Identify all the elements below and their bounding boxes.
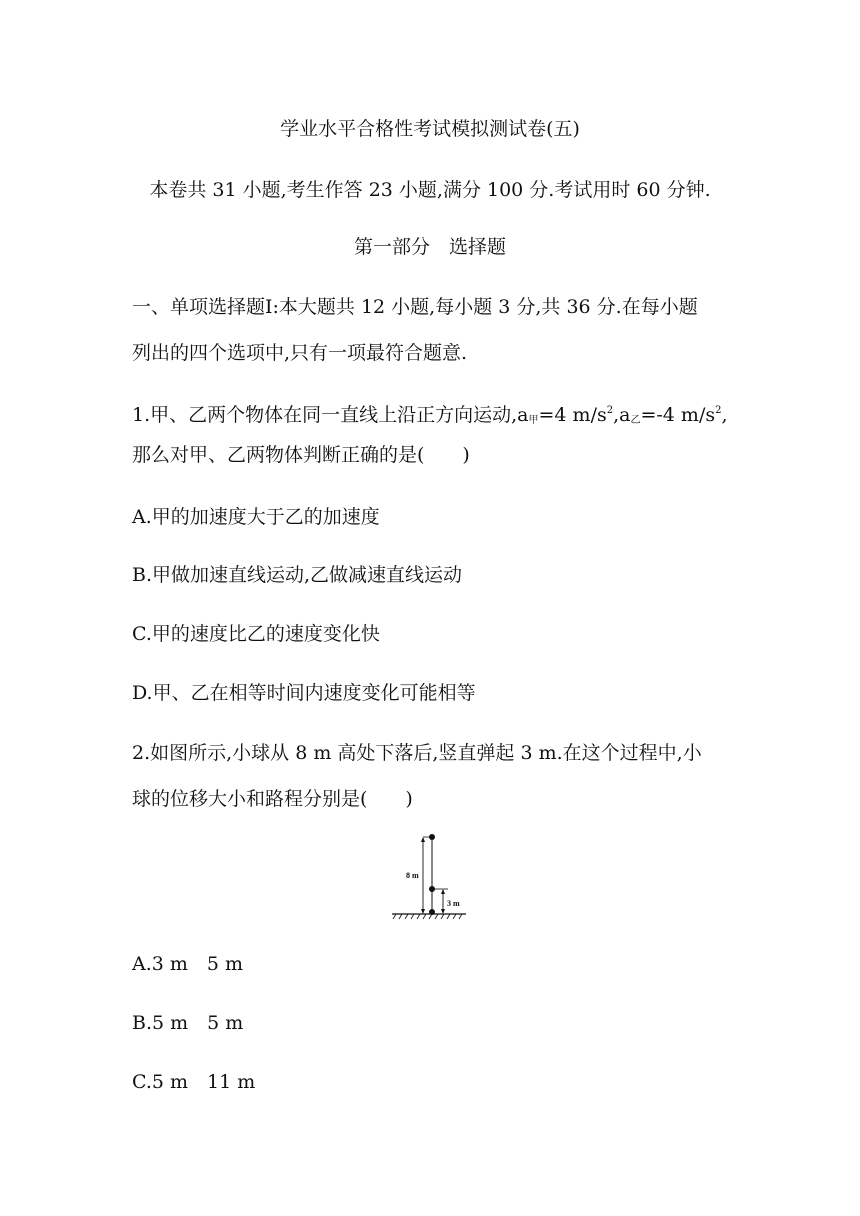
q1-option-c: C.甲的速度比乙的速度变化快	[132, 623, 380, 645]
label-3m: 3 m	[447, 899, 460, 908]
q1-option-d: D.甲、乙在相等时间内速度变化可能相等	[132, 682, 476, 704]
part-heading: 第一部分 选择题	[353, 236, 506, 258]
exam-title: 学业水平合格性考试模拟测试卷(五)	[280, 118, 580, 140]
ball-ground-icon	[429, 909, 435, 915]
arrow-head-icon	[421, 909, 425, 914]
arrow-head-icon	[441, 909, 445, 914]
ball-start-icon	[429, 834, 435, 840]
q1-option-b: B.甲做加速直线运动,乙做减速直线运动	[132, 564, 463, 586]
q2-option-b: B.5 m 5 m	[132, 1012, 244, 1034]
question-1-stem-line2: 那么对甲、乙两物体判断正确的是( )	[132, 444, 470, 466]
question-2-stem-line1: 2.如图所示,小球从 8 m 高处下落后,竖直弹起 3 m.在这个过程中,小	[132, 742, 702, 764]
question-1-stem-line1	[132, 398, 728, 434]
q1-superscript: 2	[606, 405, 614, 416]
q1-stem-part: ,	[721, 404, 728, 426]
bouncing-ball-figure	[390, 830, 480, 930]
label-8m: 8 m	[406, 871, 419, 880]
section-instruction-line1: 一、单项选择题Ⅰ:本大题共 12 小题,每小题 3 分,共 36 分.在每小题	[132, 296, 698, 318]
q1-superscript: 2	[715, 405, 722, 416]
q1-stem-part: =-4 m/s	[640, 404, 716, 426]
arrow-head-icon	[421, 837, 425, 842]
q1-stem-part: =4 m/s	[538, 404, 607, 426]
ground-hatch	[393, 914, 462, 919]
section-instruction-line2: 列出的四个选项中,只有一项最符合题意.	[132, 342, 468, 364]
arrow-head-icon	[441, 889, 445, 894]
q1-stem-part: 1.甲、乙两个物体在同一直线上沿正方向运动,a	[132, 404, 529, 426]
q2-option-a: A.3 m 5 m	[132, 953, 244, 975]
q1-option-a: A.甲的加速度大于乙的加速度	[132, 506, 380, 528]
q1-subscript-yi: 乙	[630, 415, 641, 426]
q2-option-c: C.5 m 11 m	[132, 1071, 256, 1093]
question-2-stem-line2: 球的位移大小和路程分别是( )	[132, 788, 413, 810]
q1-subscript-jia: 甲	[528, 415, 539, 426]
q1-stem-part: ,a	[613, 404, 631, 426]
exam-intro: 本卷共 31 小题,考生作答 23 小题,满分 100 分.考试用时 60 分钟.	[149, 179, 711, 201]
